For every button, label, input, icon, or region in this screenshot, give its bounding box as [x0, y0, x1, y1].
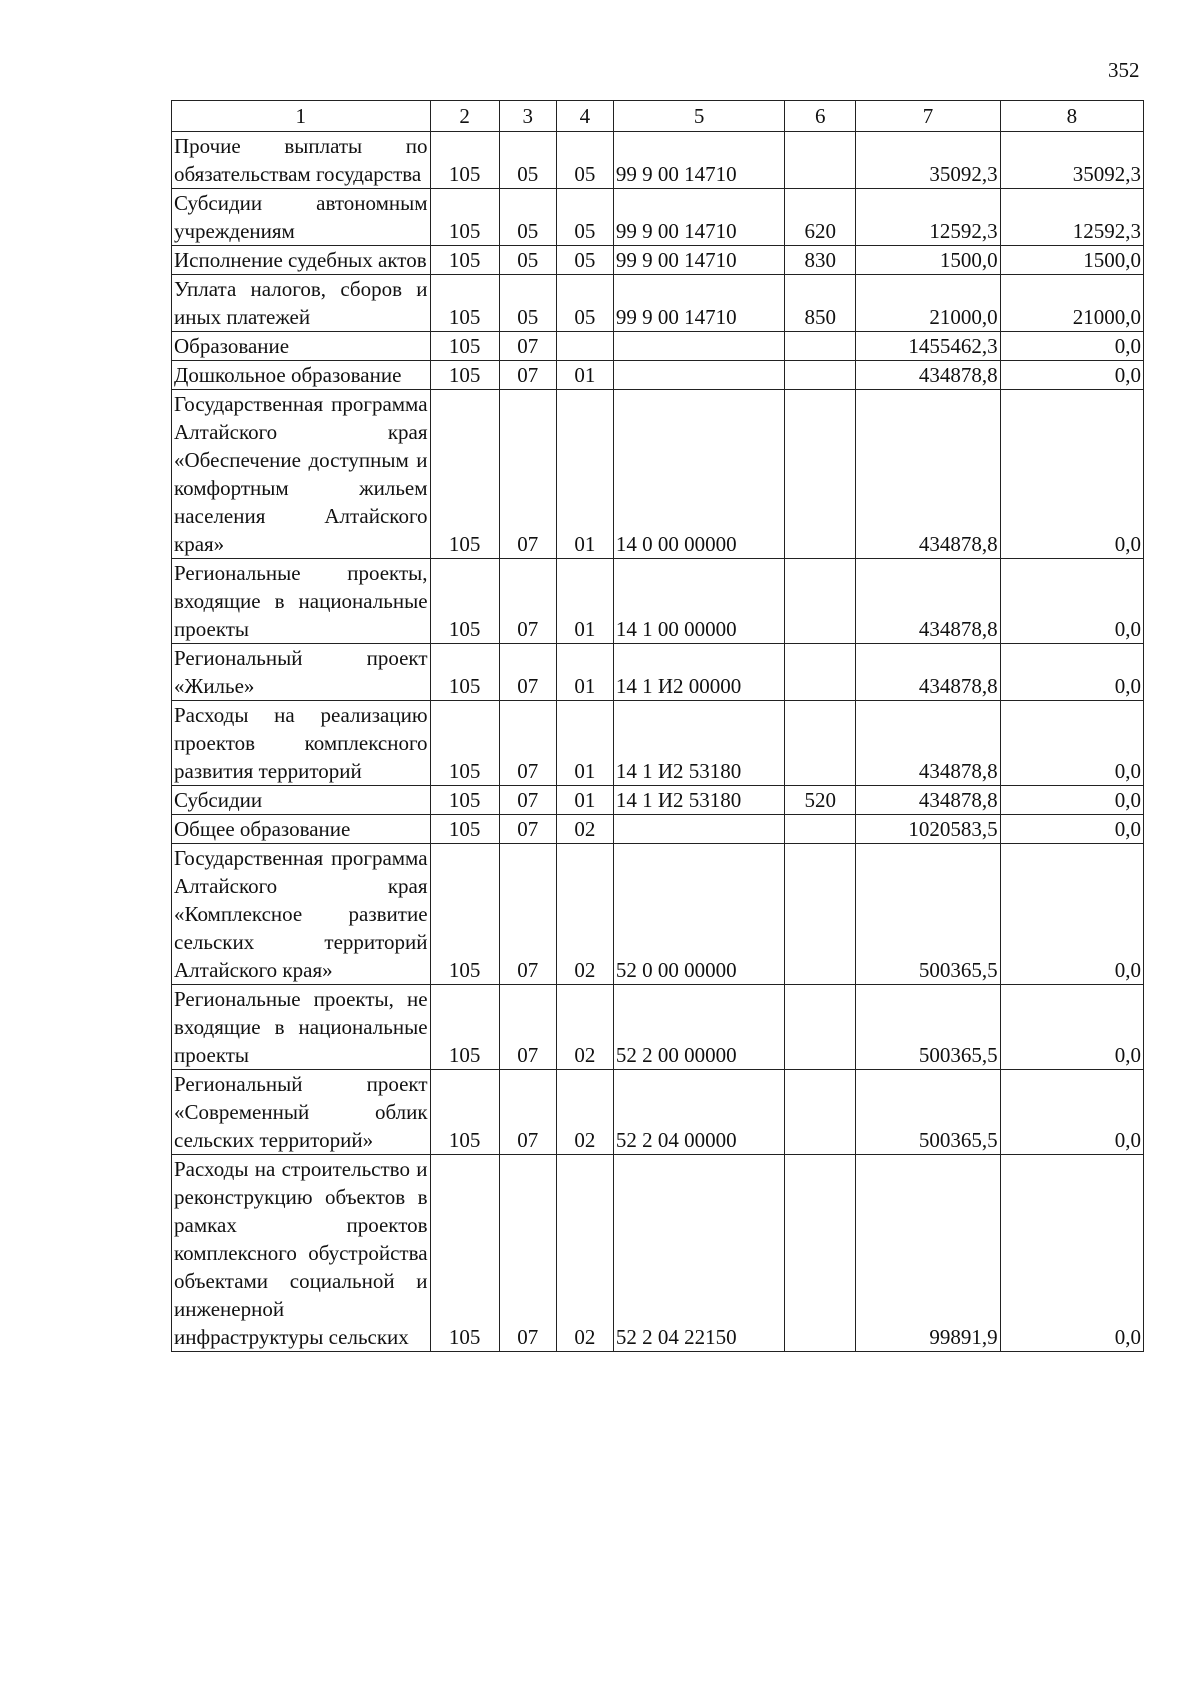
amount-cell: 35092,3: [1000, 132, 1143, 189]
column-header: 6: [785, 101, 856, 132]
table-row: [172, 332, 1144, 361]
expense-type-cell: 620: [785, 189, 856, 246]
code-cell: 105: [430, 390, 499, 559]
amount-cell: 0,0: [1000, 1155, 1143, 1352]
page-number: 352: [1108, 58, 1140, 82]
table-row: [172, 132, 1144, 189]
row-name-cell: Расходы на строительство и реконструкцию объектов в рамках проектов комплексного обустройства объектами социальной и инженерной инфраструктуры сельских: [172, 1155, 431, 1352]
expense-type-cell: [785, 1070, 856, 1155]
table-row: [172, 786, 1144, 815]
target-article-cell: 14 1 00 00000: [613, 559, 784, 644]
row-name-cell: Исполнение судебных актов: [172, 246, 431, 275]
subsection-cell: 01: [556, 786, 613, 815]
subsection-cell: 01: [556, 644, 613, 701]
subsection-cell: 02: [556, 1155, 613, 1352]
code-cell: 105: [430, 361, 499, 390]
amount-cell: 12592,3: [856, 189, 1000, 246]
section-cell: 05: [499, 132, 556, 189]
section-cell: 07: [499, 361, 556, 390]
target-article-cell: [613, 361, 784, 390]
target-article-cell: 99 9 00 14710: [613, 246, 784, 275]
code-cell: 105: [430, 1155, 499, 1352]
subsection-cell: 02: [556, 815, 613, 844]
section-cell: 07: [499, 844, 556, 985]
amount-cell: 434878,8: [856, 701, 1000, 786]
code-cell: 105: [430, 985, 499, 1070]
target-article-cell: 52 2 04 22150: [613, 1155, 784, 1352]
subsection-cell: 02: [556, 985, 613, 1070]
target-article-cell: [613, 815, 784, 844]
amount-cell: 21000,0: [1000, 275, 1143, 332]
target-article-cell: 14 1 И2 53180: [613, 786, 784, 815]
table-row: [172, 1070, 1144, 1155]
row-name-cell: Государственная программа Алтайского края «Обеспечение доступным и комфортным жильем населения Алтайского края»: [172, 390, 431, 559]
target-article-cell: 99 9 00 14710: [613, 189, 784, 246]
target-article-cell: 52 2 00 00000: [613, 985, 784, 1070]
row-name-cell: Образование: [172, 332, 431, 361]
amount-cell: 0,0: [1000, 815, 1143, 844]
amount-cell: 500365,5: [856, 1070, 1000, 1155]
amount-cell: 1020583,5: [856, 815, 1000, 844]
budget-table: [171, 100, 1144, 1352]
row-name-cell: Дошкольное образование: [172, 361, 431, 390]
row-name-cell: Субсидии: [172, 786, 431, 815]
amount-cell: 0,0: [1000, 644, 1143, 701]
column-header: 4: [556, 101, 613, 132]
amount-cell: 500365,5: [856, 844, 1000, 985]
code-cell: 105: [430, 1070, 499, 1155]
row-name-cell: Региональные проекты, не входящие в национальные проекты: [172, 985, 431, 1070]
section-cell: 07: [499, 644, 556, 701]
table-row: [172, 246, 1144, 275]
subsection-cell: 05: [556, 132, 613, 189]
code-cell: 105: [430, 132, 499, 189]
section-cell: 07: [499, 701, 556, 786]
subsection-cell: 01: [556, 559, 613, 644]
subsection-cell: 05: [556, 189, 613, 246]
amount-cell: 0,0: [1000, 332, 1143, 361]
amount-cell: 35092,3: [856, 132, 1000, 189]
table-row: [172, 644, 1144, 701]
table-row: [172, 275, 1144, 332]
amount-cell: 1455462,3: [856, 332, 1000, 361]
code-cell: 105: [430, 332, 499, 361]
row-name-cell: Прочие выплаты по обязательствам государства: [172, 132, 431, 189]
code-cell: 105: [430, 786, 499, 815]
row-name-cell: Государственная программа Алтайского края «Комплексное развитие сельских территорий Алтайского края»: [172, 844, 431, 985]
column-header: 5: [613, 101, 784, 132]
section-cell: 07: [499, 1155, 556, 1352]
amount-cell: 1500,0: [856, 246, 1000, 275]
expense-type-cell: [785, 844, 856, 985]
amount-cell: 434878,8: [856, 390, 1000, 559]
column-header: 3: [499, 101, 556, 132]
column-header: 1: [172, 101, 431, 132]
amount-cell: 0,0: [1000, 786, 1143, 815]
section-cell: 07: [499, 985, 556, 1070]
subsection-cell: 02: [556, 1070, 613, 1155]
row-name-cell: Региональный проект «Современный облик сельских территорий»: [172, 1070, 431, 1155]
subsection-cell: 02: [556, 844, 613, 985]
table-row: [172, 1155, 1144, 1352]
section-cell: 05: [499, 246, 556, 275]
target-article-cell: 14 1 И2 53180: [613, 701, 784, 786]
column-header: 7: [856, 101, 1000, 132]
expense-type-cell: [785, 332, 856, 361]
amount-cell: 21000,0: [856, 275, 1000, 332]
expense-type-cell: [785, 390, 856, 559]
target-article-cell: [613, 332, 784, 361]
expense-type-cell: [785, 361, 856, 390]
amount-cell: 0,0: [1000, 701, 1143, 786]
section-cell: 07: [499, 390, 556, 559]
expense-type-cell: [785, 559, 856, 644]
section-cell: 07: [499, 786, 556, 815]
row-name-cell: Уплата налогов, сборов и иных платежей: [172, 275, 431, 332]
row-name-cell: Общее образование: [172, 815, 431, 844]
table-row: [172, 361, 1144, 390]
target-article-cell: 99 9 00 14710: [613, 275, 784, 332]
code-cell: 105: [430, 701, 499, 786]
code-cell: 105: [430, 246, 499, 275]
amount-cell: 0,0: [1000, 390, 1143, 559]
amount-cell: 434878,8: [856, 786, 1000, 815]
amount-cell: 12592,3: [1000, 189, 1143, 246]
section-cell: 07: [499, 1070, 556, 1155]
code-cell: 105: [430, 644, 499, 701]
subsection-cell: 01: [556, 701, 613, 786]
column-header: 8: [1000, 101, 1143, 132]
table-row: [172, 815, 1144, 844]
expense-type-cell: 850: [785, 275, 856, 332]
column-header: 2: [430, 101, 499, 132]
subsection-cell: 01: [556, 361, 613, 390]
target-article-cell: 14 1 И2 00000: [613, 644, 784, 701]
table-row: [172, 701, 1144, 786]
target-article-cell: 52 2 04 00000: [613, 1070, 784, 1155]
code-cell: 105: [430, 815, 499, 844]
code-cell: 105: [430, 559, 499, 644]
table-row: [172, 189, 1144, 246]
table-row: [172, 559, 1144, 644]
amount-cell: 0,0: [1000, 844, 1143, 985]
section-cell: 07: [499, 815, 556, 844]
expense-type-cell: 830: [785, 246, 856, 275]
subsection-cell: 05: [556, 275, 613, 332]
section-cell: 05: [499, 275, 556, 332]
subsection-cell: 05: [556, 246, 613, 275]
subsection-cell: [556, 332, 613, 361]
row-name-cell: Региональный проект «Жилье»: [172, 644, 431, 701]
amount-cell: 434878,8: [856, 361, 1000, 390]
table-row: [172, 985, 1144, 1070]
section-cell: 07: [499, 559, 556, 644]
table-row: [172, 844, 1144, 985]
code-cell: 105: [430, 189, 499, 246]
section-cell: 05: [499, 189, 556, 246]
subsection-cell: 01: [556, 390, 613, 559]
section-cell: 07: [499, 332, 556, 361]
target-article-cell: 14 0 00 00000: [613, 390, 784, 559]
amount-cell: 0,0: [1000, 559, 1143, 644]
target-article-cell: 99 9 00 14710: [613, 132, 784, 189]
header-row: [172, 101, 1144, 132]
expense-type-cell: [785, 701, 856, 786]
amount-cell: 0,0: [1000, 985, 1143, 1070]
expense-type-cell: 520: [785, 786, 856, 815]
row-name-cell: Субсидии автономным учреждениям: [172, 189, 431, 246]
amount-cell: 0,0: [1000, 1070, 1143, 1155]
code-cell: 105: [430, 844, 499, 985]
amount-cell: 434878,8: [856, 559, 1000, 644]
amount-cell: 434878,8: [856, 644, 1000, 701]
expense-type-cell: [785, 132, 856, 189]
amount-cell: 500365,5: [856, 985, 1000, 1070]
table-row: [172, 390, 1144, 559]
expense-type-cell: [785, 815, 856, 844]
row-name-cell: Региональные проекты, входящие в национальные проекты: [172, 559, 431, 644]
expense-type-cell: [785, 985, 856, 1070]
expense-type-cell: [785, 1155, 856, 1352]
code-cell: 105: [430, 275, 499, 332]
amount-cell: 99891,9: [856, 1155, 1000, 1352]
expense-type-cell: [785, 644, 856, 701]
target-article-cell: 52 0 00 00000: [613, 844, 784, 985]
amount-cell: 1500,0: [1000, 246, 1143, 275]
amount-cell: 0,0: [1000, 361, 1143, 390]
row-name-cell: Расходы на реализацию проектов комплексного развития территорий: [172, 701, 431, 786]
